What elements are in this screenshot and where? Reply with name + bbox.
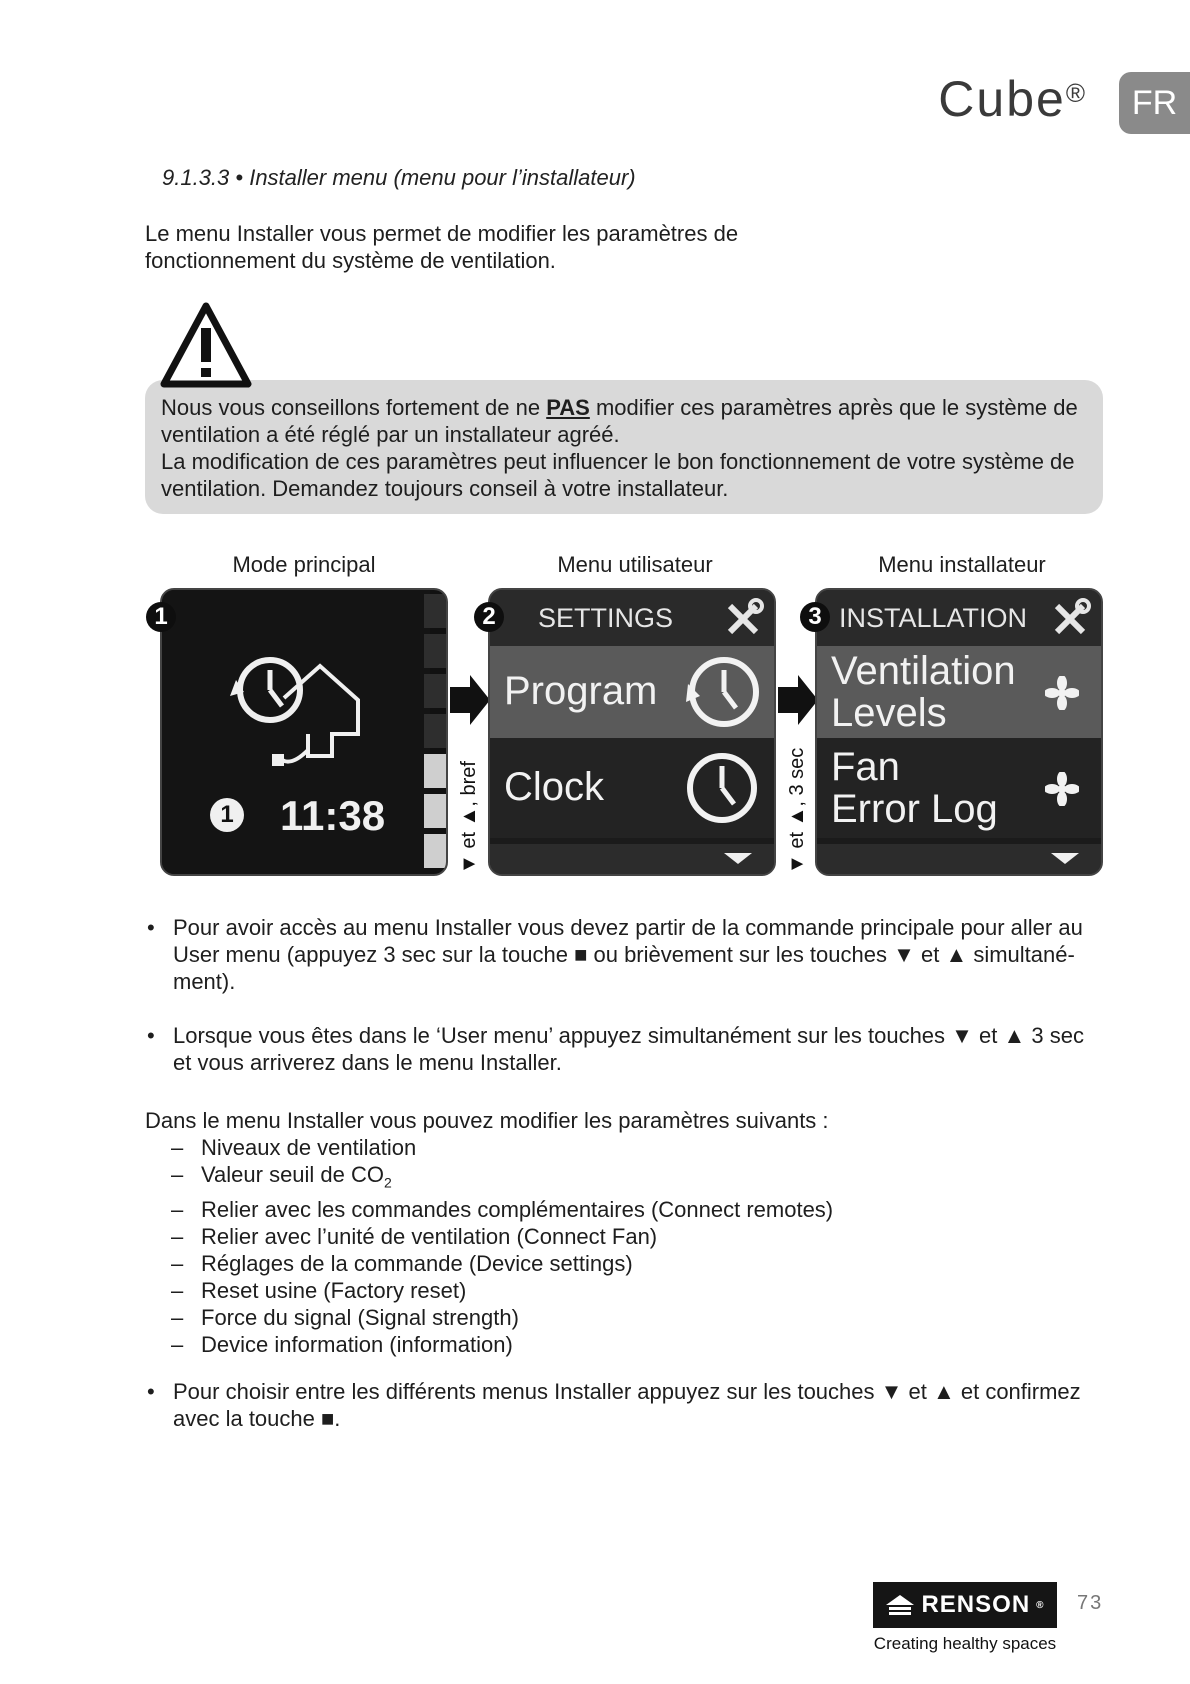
time-display: 11:38: [280, 792, 386, 839]
arrow-right-icon: [450, 675, 490, 725]
instruction-item: • Lorsque vous êtes dans le ‘User menu’ appuyez simultanément sur les touches ▼ et ▲ 3 sec et vous arriverez dans le menu Installer.: [145, 1022, 1105, 1076]
scroll-down-icon[interactable]: [1051, 853, 1079, 864]
menu-row-clock[interactable]: Clock: [490, 738, 774, 838]
house-logo-icon: [885, 1594, 915, 1616]
panel-label-user: Menu utilisateur: [557, 552, 713, 577]
list-item: – Réglages de la commande (Device settings): [171, 1250, 833, 1277]
warning-text: Nous vous conseillons fortement de ne PAS modifier ces paramètres après que le système de ventilation a été réglé par un installateur agréé. La modification de ces paramètres peut influencer le bon fonctionnement de votre système de ventilation. Demandez toujours conseil à votre installateur.: [161, 395, 1078, 501]
list-item: – Relier avec les commandes complémentaires (Connect remotes): [171, 1196, 833, 1223]
schedule-house-icon: [222, 650, 372, 780]
arrow-2-label: ▼ et ▲, 3 sec: [786, 747, 808, 874]
arrow-right-icon: [778, 675, 818, 725]
step-badge-3: 3: [800, 602, 830, 632]
intro-paragraph: Le menu Installer vous permet de modifier les paramètres de fonctionnement du système de ventilation.: [145, 221, 739, 273]
brand-title: Cube®: [938, 71, 1087, 127]
screen-installer-menu: [815, 588, 1103, 876]
list-item: – Relier avec l’unité de ventilation (Connect Fan): [171, 1223, 833, 1250]
tools-icon: [724, 598, 764, 638]
params-title: Dans le menu Installer vous pouvez modifier les paramètres suivants :: [145, 1108, 829, 1133]
menu-row-program[interactable]: Program: [490, 646, 774, 738]
list-item: – Valeur seuil de $CO_2$: [171, 1161, 833, 1196]
tagline: Creating healthy spaces: [873, 1634, 1057, 1653]
list-item: – Reset usine (Factory reset): [171, 1277, 833, 1304]
final-instruction: • Pour choisir entre les différents menus Installer appuyez sur les touches ▼ et ▲ et confirmez avec la touche ■.: [145, 1378, 1105, 1459]
menu-row-ventilation-levels[interactable]: Ventilation Levels: [817, 646, 1101, 738]
screen-header: INSTALLATION: [817, 590, 1101, 646]
scroll-down-icon[interactable]: [724, 853, 752, 864]
menu-row-fan-error-log[interactable]: Fan Error Log: [817, 738, 1101, 838]
screen-user-menu: [488, 588, 776, 876]
warning-triangle-icon: [160, 302, 252, 388]
side-level-bar: [424, 594, 446, 872]
step-badge-1: 1: [146, 602, 176, 632]
step-badge-2: 2: [474, 602, 504, 632]
renson-logo: RENSON ®: [873, 1582, 1057, 1628]
list-item: – Niveaux de ventilation: [171, 1134, 833, 1161]
screen-header: SETTINGS: [490, 590, 774, 646]
list-item: – Device information (information): [171, 1331, 833, 1358]
fan-icon: [1045, 676, 1079, 710]
level-indicator: 1: [210, 798, 244, 832]
tools-icon: [1051, 598, 1091, 638]
arrow-1-label: ▼ et ▲, bref: [458, 761, 480, 874]
clock-cycle-icon: [684, 654, 760, 730]
panel-label-installer: Menu installateur: [878, 552, 1046, 577]
page-number: 73: [1077, 1592, 1104, 1614]
section-title: 9.1.3.3 • Installer menu (menu pour l’installateur): [162, 165, 636, 190]
instruction-item: • Pour avoir accès au menu Installer vous devez partir de la commande principale pour aller au User menu (appuyez 3 sec sur la touche ■ ou brièvement sur les touches ▼ et ▲ simultané-ment).: [145, 914, 1105, 995]
list-item: – Force du signal (Signal strength): [171, 1304, 833, 1331]
fan-icon: [1045, 772, 1079, 806]
instruction-list: [145, 914, 1105, 1103]
clock-icon: [684, 750, 760, 826]
params-list: [171, 1134, 833, 1358]
screen-main-mode: [160, 588, 448, 876]
language-tab: FR: [1119, 72, 1190, 134]
panel-label-main: Mode principal: [232, 552, 376, 577]
